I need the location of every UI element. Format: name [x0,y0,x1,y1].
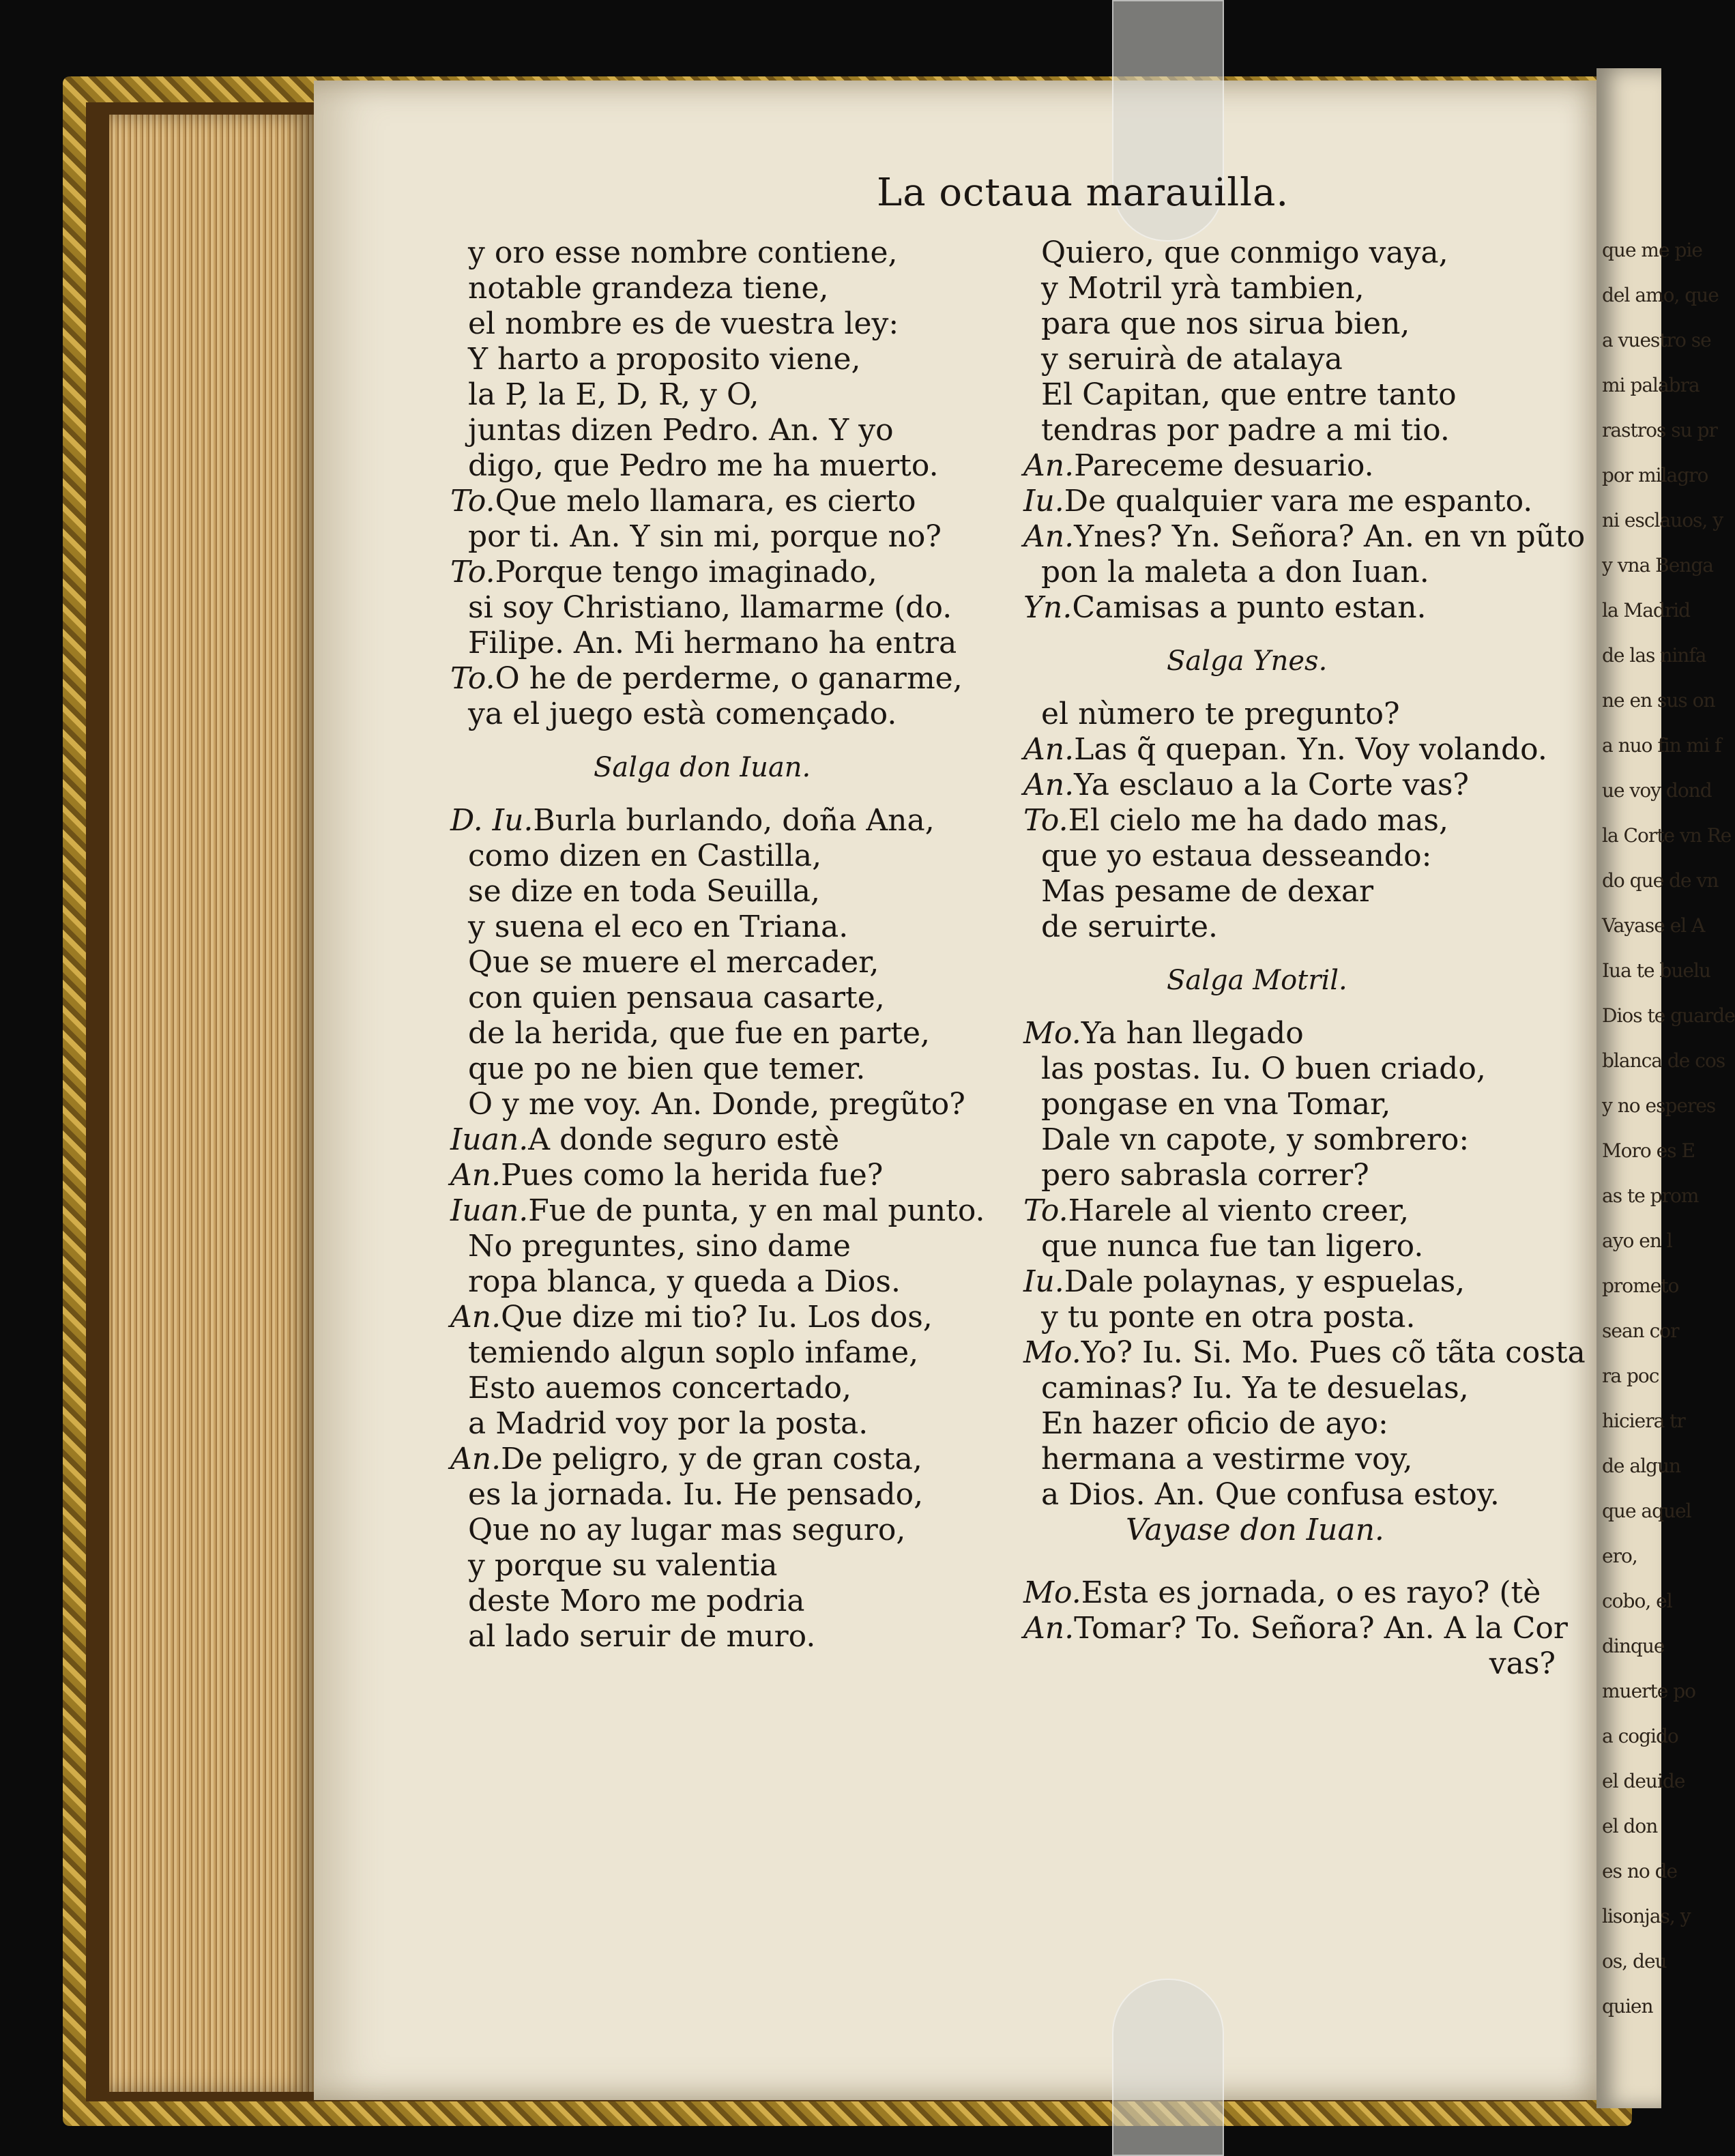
verse-line [450,1442,985,1477]
verse-text: pongase en vna Tomar, [1041,1087,1391,1122]
verse-line [1023,306,1586,342]
verse-text: y porque su valentia [468,1548,778,1583]
verse-text: Burla burlando, doña Ana, [533,803,935,838]
verse-text: Camisas a punto estan. [1072,590,1427,625]
running-head: La octaua marauilla. [877,171,1289,215]
verse-text: A donde seguro estè [528,1122,840,1157]
verse-line [450,448,985,484]
speaker-tag: Mo. [1023,1575,1081,1610]
speaker-tag: To. [1023,803,1068,838]
verse-line [450,697,985,732]
verse-line [1023,1406,1586,1442]
verse-line [450,1264,985,1300]
facing-page-text-fragment: os, deu [1602,1950,1667,1972]
verse-text: el nombre es de vuestra ley: [468,306,899,341]
verse-text: caminas? Iu. Ya te desuelas, [1041,1371,1469,1405]
verse-line [1023,1158,1586,1193]
verse-line [450,1051,985,1087]
verse-text: el nùmero te pregunto? [1041,697,1400,731]
speaker-tag: D. Iu. [450,803,534,838]
facing-page-text-fragment: y no esperes [1602,1094,1716,1117]
facing-page-text-fragment: por milagro [1602,464,1708,486]
verse-text: a Dios. An. Que confusa estoy. [1041,1477,1500,1512]
speaker-tag: An. [1023,732,1075,767]
catchword: vas? [1489,1646,1556,1681]
verse-line [450,235,985,271]
facing-page-text-fragment: que me pie [1602,239,1702,261]
facing-page-fragment [1597,68,1735,2108]
verse-line [1023,1229,1586,1264]
verse-text: O y me voy. An. Donde, pregũto? [468,1087,965,1122]
facing-page-text-fragment: el don [1602,1815,1658,1837]
verse-line [450,484,985,519]
verse-line [1023,555,1586,590]
speaker-tag: To. [450,484,495,519]
verse-text: Filipe. An. Mi hermano ha entra [468,626,957,660]
verse-text: El Capitan, que entre tanto [1041,377,1457,412]
verse-text: Ya han llegado [1081,1016,1304,1051]
verse-line [1023,377,1586,413]
verse-text: Tomar? To. Señora? An. A la Cor [1074,1611,1568,1646]
verse-line [450,555,985,590]
facing-page-text-fragment: es no de [1602,1860,1678,1882]
speaker-tag: Mo. [1023,1335,1081,1370]
facing-page-text-fragment: ayo en l [1602,1229,1672,1252]
facing-page-text-fragment: rastros su pr [1602,419,1717,441]
facing-page-text-fragment: a vuestro se [1602,329,1711,351]
verse-line [450,1619,985,1655]
verse-text: que nunca fue tan ligero. [1041,1229,1424,1264]
verse-text: Ynes? Yn. Señora? An. en vn pũto [1074,519,1586,554]
verse-text: temiendo algun soplo infame, [468,1335,919,1370]
verse-line [1023,1442,1586,1477]
verse-line [1023,1193,1586,1229]
verse-line [1023,1477,1586,1513]
verse-line [450,1300,985,1335]
bottom-page-clip [1112,1979,1224,2156]
facing-page-text-fragment: ero, [1602,1545,1637,1567]
facing-page-text-fragment: Dios te guarde [1602,1004,1735,1027]
facing-page-text-fragment: ni esclauos, y [1602,509,1723,531]
verse-line [450,1122,985,1158]
verse-text: Las q̃ quepan. Yn. Voy volando. [1074,732,1547,767]
verse-text: la P, la E, D, R, y O, [468,377,759,412]
facing-page-text-fragment: blanca de cos [1602,1049,1725,1072]
verse-line [1023,839,1586,874]
verse-line [450,519,985,555]
verse-text: O he de perderme, o ganarme, [495,661,963,696]
stage-direction: Salga Motril. [1167,965,1347,996]
facing-page-text-fragment: ra poc [1602,1365,1659,1387]
verse-text: Fue de punta, y en mal punto. [528,1193,985,1228]
verse-text: Y harto a proposito viene, [468,342,861,377]
verse-text: Dale vn capote, y sombrero: [1041,1122,1470,1157]
verse-text: es la jornada. Iu. He pensado, [468,1477,924,1512]
verse-text: juntas dizen Pedro. An. Y yo [468,413,894,448]
verse-line [1023,235,1586,271]
facing-page-text-fragment: a cogido [1602,1725,1678,1747]
verse-text: No preguntes, sino dame [468,1229,851,1264]
facing-page-text-fragment: sean cor [1602,1320,1679,1342]
verse-text: Que no ay lugar mas seguro, [468,1513,906,1547]
verse-text: ya el juego està començado. [468,697,897,731]
verse-text: como dizen en Castilla, [468,839,822,873]
verse-line [450,1158,985,1193]
speaker-tag: To. [1023,1193,1068,1228]
facing-page-text-fragment: mi palabra [1602,374,1700,396]
verse-line [450,1548,985,1584]
verse-line [450,945,985,980]
verse-text: y tu ponte en otra posta. [1041,1300,1416,1335]
verse-line [450,980,985,1016]
facing-page-text-fragment: de las ninfa [1602,644,1706,667]
verse-text: hermana a vestirme voy, [1041,1442,1413,1476]
verse-text: por ti. An. Y sin mi, porque no? [468,519,942,554]
verse-text: Mas pesame de dexar [1041,874,1374,909]
facing-page-text-fragment: el deuide [1602,1770,1685,1792]
facing-page-text-fragment: la Madrid [1602,599,1691,622]
verse-line [1023,697,1586,732]
verse-text: Pareceme desuario. [1074,448,1374,483]
facing-page-text-fragment: Moro es E [1602,1139,1695,1162]
verse-line [450,1229,985,1264]
facing-page-text-fragment: as te prom [1602,1184,1699,1207]
verse-text: pon la maleta a don Iuan. [1041,555,1429,589]
verse-line [450,1087,985,1122]
verse-line [1023,768,1586,803]
verse-line [450,1016,985,1051]
speaker-tag: To. [450,661,495,696]
verse-line [1023,271,1586,306]
verse-line [1023,1051,1586,1087]
speaker-tag: An. [1023,1611,1075,1646]
facing-page-text-fragment: prometo [1602,1274,1679,1297]
speaker-tag: An. [450,1442,501,1476]
verse-line [1023,1611,1586,1646]
verse-text: y suena el eco en Triana. [468,909,849,944]
left-text-column [450,235,985,1655]
verse-line [450,1406,985,1442]
speaker-tag: An. [450,1158,501,1193]
verse-text: con quien pensaua casarte, [468,980,885,1015]
verse-text: y oro esse nombre contiene, [468,235,898,270]
verse-line [1023,1335,1586,1371]
verse-line [450,377,985,413]
verse-line [450,413,985,448]
facing-page-text-fragment: muerte po [1602,1680,1696,1702]
verse-text: pero sabrasla correr? [1041,1158,1369,1193]
verse-text: las postas. Iu. O buen criado, [1041,1051,1486,1086]
verse-line [1023,1122,1586,1158]
verse-line [450,1371,985,1406]
verse-text: Quiero, que conmigo vaya, [1041,235,1448,270]
facing-page-text-fragment: ne en sus on [1602,689,1715,712]
speaker-tag: An. [450,1300,501,1335]
verse-line [450,839,985,874]
verse-text: Porque tengo imaginado, [495,555,877,589]
verse-text: digo, que Pedro me ha muerto. [468,448,939,483]
verse-text: Que se muere el mercader, [468,945,879,980]
speaker-tag: Iuan. [450,1193,529,1228]
verse-text: Dale polaynas, y espuelas, [1064,1264,1466,1299]
stage-direction: Salga Ynes. [1167,645,1328,677]
facing-page-text-fragment: quien [1602,1995,1653,2017]
verse-text: para que nos sirua bien, [1041,306,1410,341]
speaker-tag: Iu. [1023,1264,1064,1299]
verse-text: que po ne bien que temer. [468,1051,866,1086]
verse-line [450,1335,985,1371]
facing-page-text-fragment: dinque [1602,1635,1665,1657]
facing-page-text-fragment: Iua te buelu [1602,959,1710,982]
verse-text: deste Moro me podria [468,1584,805,1618]
verse-line [1023,1300,1586,1335]
verse-line [450,271,985,306]
verse-text: Harele al viento creer, [1068,1193,1410,1228]
speaker-tag: An. [1023,519,1075,554]
verse-line [1023,803,1586,839]
verse-line [1023,448,1586,484]
verse-text: El cielo me ha dado mas, [1068,803,1448,838]
speaker-tag: To. [450,555,495,589]
verse-text: que yo estaua dessеando: [1041,839,1432,873]
stage-direction: Vayase don Iuan. [1126,1513,1384,1547]
verse-line [450,1193,985,1229]
verse-line [1023,874,1586,909]
verse-text: de seruirte. [1041,909,1218,944]
verse-line [1023,413,1586,448]
verse-line [1023,519,1586,555]
verse-line [450,661,985,697]
speaker-tag: Yn. [1023,590,1073,625]
verse-text: Esta es jornada, o es rayo? (tè [1081,1575,1541,1610]
verse-text: si soy Christiano, llamarme (do. [468,590,952,625]
facing-page-text-fragment: Vayase el A [1602,914,1705,937]
facing-page-text-fragment: la Corte vn Re [1602,824,1732,847]
verse-text: De peligro, y de gran costa, [501,1442,922,1476]
verse-line [450,306,985,342]
verse-text: Esto auemos concertado, [468,1371,851,1405]
speaker-tag: An. [1023,448,1075,483]
speaker-tag: Iuan. [450,1122,529,1157]
verse-line [1023,1575,1586,1611]
verse-line [450,1477,985,1513]
verse-line [450,874,985,909]
facing-page-text-fragment: lisonjas, y [1602,1905,1691,1927]
verse-text: De qualquier vara me espanto. [1064,484,1533,519]
verse-line [1023,1087,1586,1122]
verse-line [1023,732,1586,768]
verse-text: de la herida, que fue en parte, [468,1016,931,1051]
facing-page-text-fragment: ue voy dond [1602,779,1712,802]
verse-line [450,342,985,377]
verse-text: Que dize mi tio? Iu. Los dos, [501,1300,933,1335]
verse-text: Ya esclauo a la Corte vas? [1074,768,1470,802]
verse-text: y seruirà de atalaya [1041,342,1343,377]
verse-text: Pues como la herida fue? [501,1158,884,1193]
verse-line [450,1584,985,1619]
facing-page-text-fragment: que aquel [1602,1500,1691,1522]
verse-text: al lado seruir de muro. [468,1619,816,1654]
stage-direction: Salga don Iuan. [594,752,811,783]
facing-page-text-fragment: a nuo fin mi f [1602,734,1721,757]
verse-line [450,626,985,661]
book-page-edges [109,115,314,2092]
verse-line [1023,909,1586,945]
verse-line [1023,1264,1586,1300]
verse-line [450,909,985,945]
verse-text: a Madrid voy por la posta. [468,1406,869,1441]
verse-text: ropa blanca, y queda a Dios. [468,1264,901,1299]
verse-line [1023,484,1586,519]
speaker-tag: An. [1023,768,1075,802]
facing-page-text-fragment: do que de vn [1602,869,1719,892]
verse-line [1023,1371,1586,1406]
verse-line [450,590,985,626]
verse-text: En hazer oficio de ayo: [1041,1406,1388,1441]
verse-text: notable grandeza tiene, [468,271,829,306]
right-text-column [1023,235,1586,1682]
verse-text: Que melo llamara, es cierto [495,484,916,519]
speaker-tag: Mo. [1023,1016,1081,1051]
facing-page-text-fragment: cobo, el [1602,1590,1672,1612]
facing-page-text-fragment: de algun [1602,1455,1681,1477]
facing-page-text-fragment: hiciera tr [1602,1410,1685,1432]
verse-text: y Motril yrà tambien, [1041,271,1365,306]
verse-text: tendras por padre a mi tio. [1041,413,1450,448]
verse-text: se dize en toda Seuilla, [468,874,820,909]
verse-text: Yo? Iu. Si. Mo. Pues cõ tãta costa [1081,1335,1586,1370]
verse-line [450,1513,985,1548]
verse-line [1023,1016,1586,1051]
facing-page-text-fragment: del amo, que [1602,284,1719,306]
speaker-tag: Iu. [1023,484,1064,519]
verse-line [1023,590,1586,626]
verse-line [1023,342,1586,377]
verse-line [450,803,985,839]
facing-page-text-fragment: y vna Benga [1602,554,1713,577]
